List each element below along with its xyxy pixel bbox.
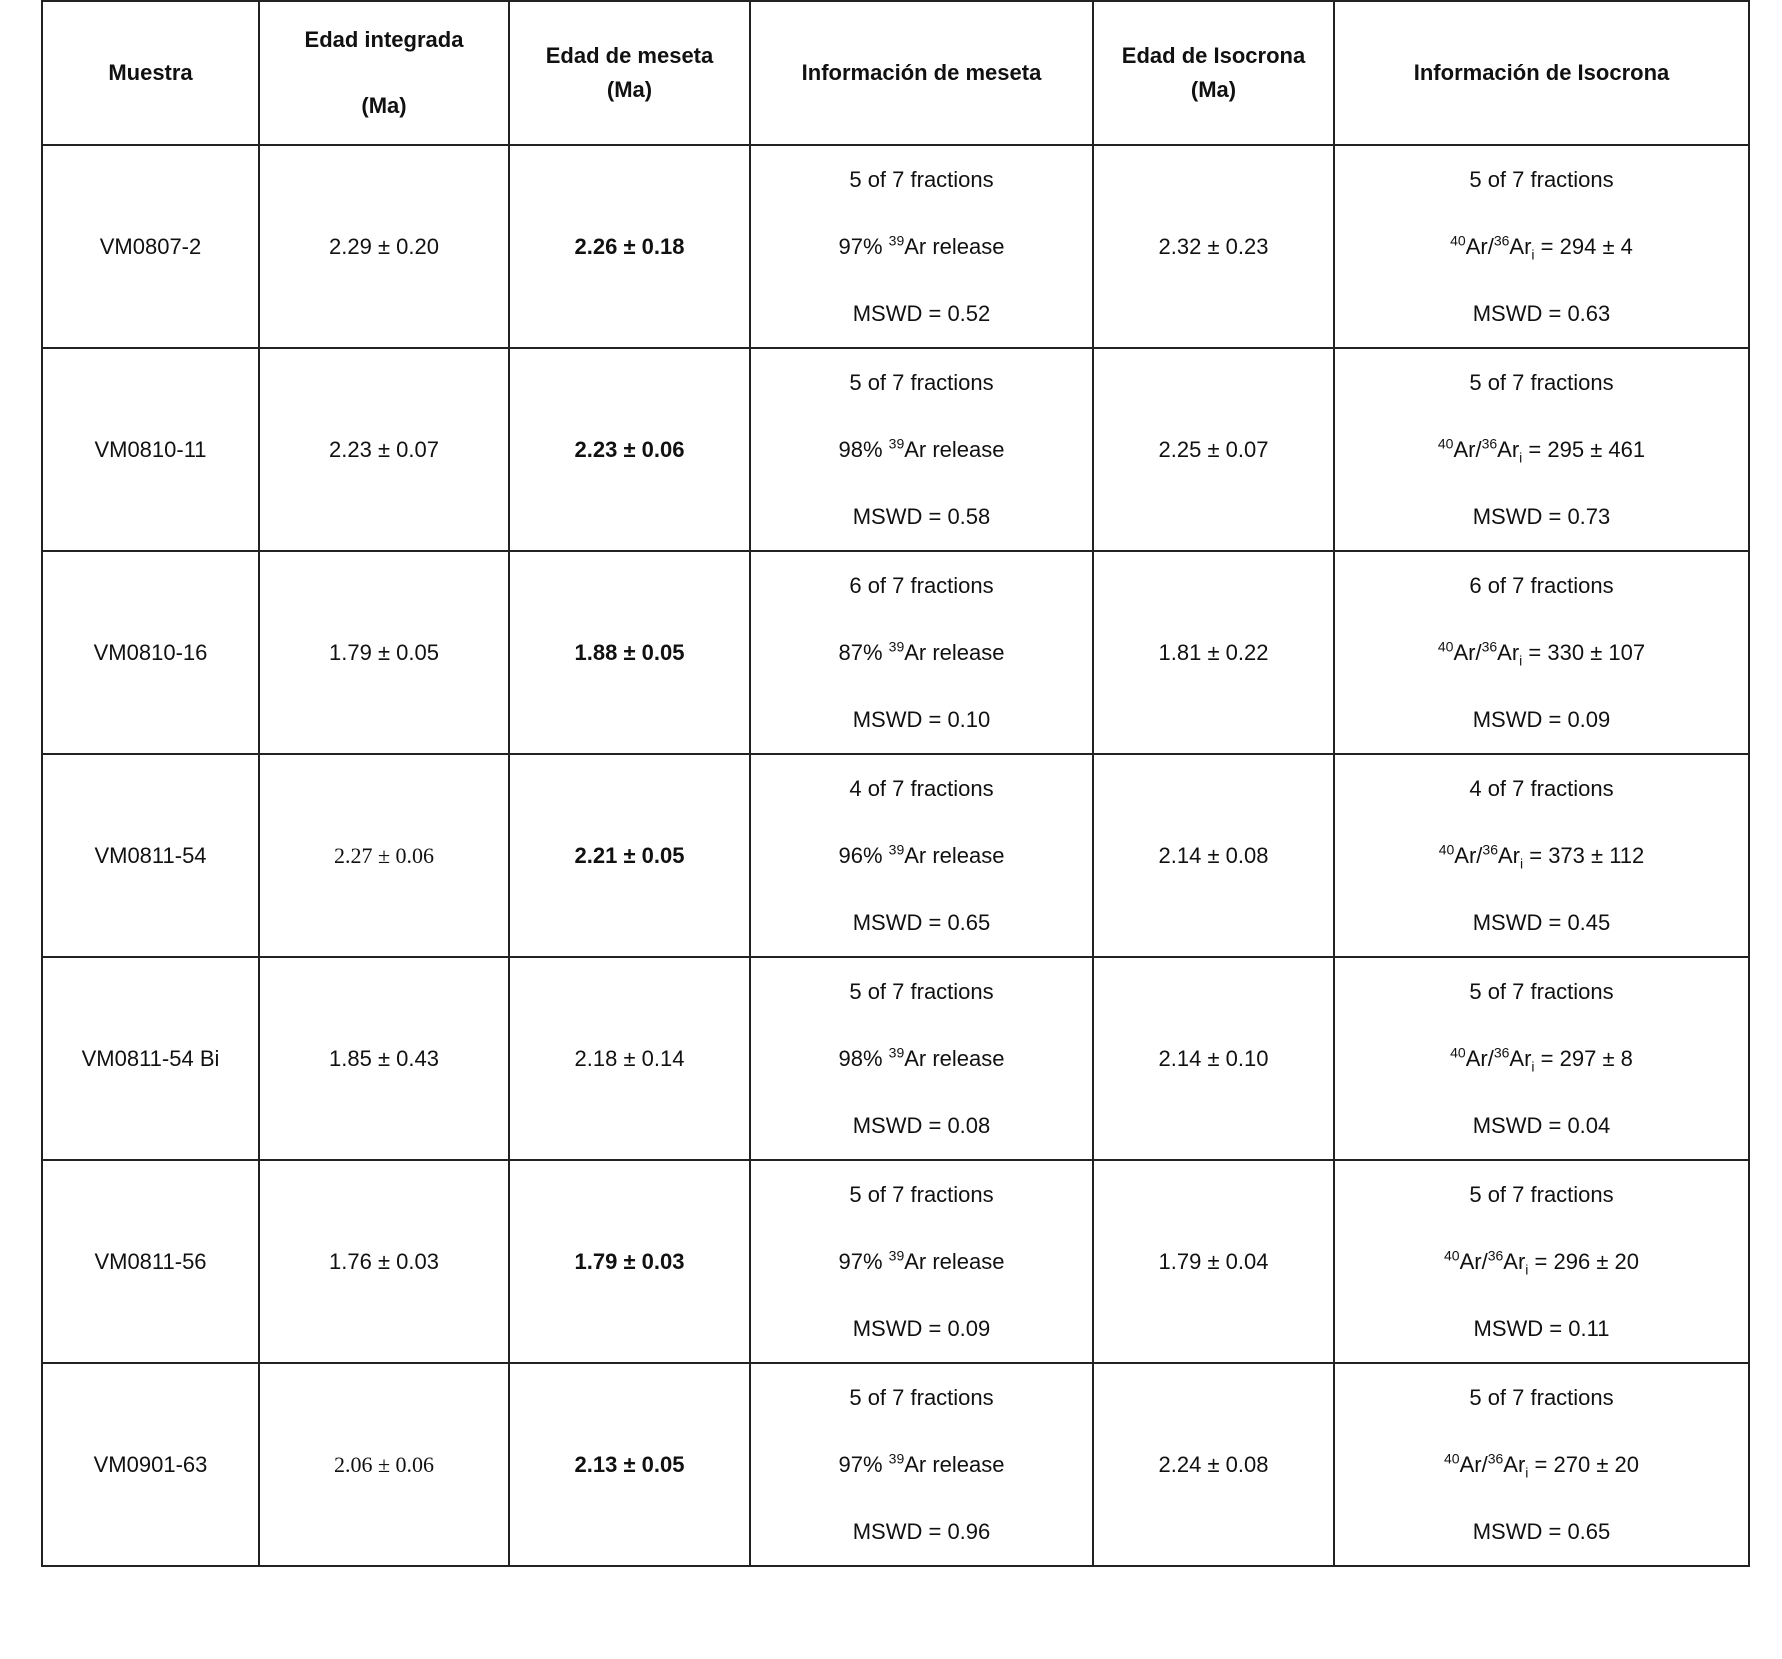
plateau-age-cell: 2.23 ± 0.06 xyxy=(509,348,750,551)
plateau-age-cell: 2.26 ± 0.18 xyxy=(509,145,750,348)
isochron-fractions: 5 of 7 fractions xyxy=(1469,370,1614,395)
initial-sub: i xyxy=(1519,652,1523,669)
isotope-36-sup: 36 xyxy=(1493,1044,1510,1061)
plateau-release xyxy=(751,822,1092,889)
isotope-36-sup: 36 xyxy=(1487,1247,1504,1264)
isotope-39-sup: 39 xyxy=(888,435,905,452)
isotope-36-sup: 36 xyxy=(1493,232,1510,249)
isotope-40-sup: 40 xyxy=(1438,841,1455,858)
plateau-fractions: 5 of 7 fractions xyxy=(849,979,994,1004)
plateau-info-cell xyxy=(750,551,1093,754)
sample-cell: VM0811-56 xyxy=(42,1160,259,1363)
plateau-age-cell: 2.18 ± 0.14 xyxy=(509,957,750,1160)
isotope-40-sup: 40 xyxy=(1437,435,1454,452)
isochron-age-cell: 2.24 ± 0.08 xyxy=(1093,1363,1334,1566)
header-plateau-info: Información de meseta xyxy=(750,1,1093,145)
isotope-39-sup: 39 xyxy=(888,1247,905,1264)
plateau-mswd: MSWD = 0.09 xyxy=(852,1316,991,1341)
plateau-mswd: MSWD = 0.58 xyxy=(852,504,991,529)
release-suffix: Ar release xyxy=(904,1249,1005,1274)
isotope-40-sup: 40 xyxy=(1450,1044,1466,1061)
sample-cell: VM0810-11 xyxy=(42,348,259,551)
release-pct: 97% xyxy=(838,1249,883,1274)
isochron-fractions: 5 of 7 fractions xyxy=(1469,1182,1614,1207)
isochron-ratio: $^{40}Ar/^{36}Ar_i = 330 \pm 107$ xyxy=(1437,638,1646,669)
isochron-info-cell xyxy=(1334,348,1749,551)
isochron-mswd: MSWD = 0.63 xyxy=(1472,301,1611,326)
plateau-release xyxy=(751,416,1092,483)
initial-sub: i xyxy=(1519,449,1523,466)
plateau-release xyxy=(751,213,1092,280)
sample-cell: VM0811-54 Bi xyxy=(42,957,259,1160)
release-pct: 98% xyxy=(838,1046,883,1071)
isochron-ratio: $^{40}Ar/^{36}Ar_i = 373 \pm 112$ xyxy=(1438,841,1645,872)
isochron-fractions: 5 of 7 fractions xyxy=(1469,979,1614,1004)
isochron-age-cell: 2.14 ± 0.10 xyxy=(1093,957,1334,1160)
isotope-36-sup: 36 xyxy=(1481,435,1498,452)
header-plateau-age-line2: (Ma) xyxy=(606,77,653,102)
initial-sub: i xyxy=(1520,855,1524,872)
isochron-mswd: MSWD = 0.09 xyxy=(1472,707,1611,732)
release-suffix: Ar release xyxy=(904,1046,1005,1071)
isochron-mswd: MSWD = 0.11 xyxy=(1473,1316,1610,1341)
header-isochron-info: Información de Isocrona xyxy=(1334,1,1749,145)
plateau-info-cell xyxy=(750,145,1093,348)
isotope-39-sup: 39 xyxy=(888,232,905,249)
plateau-fractions: 5 of 7 fractions xyxy=(849,1385,994,1410)
sample-cell: VM0811-54 xyxy=(42,754,259,957)
initial-sub: i xyxy=(1525,1261,1529,1278)
isochron-info-cell xyxy=(1334,957,1749,1160)
isotope-39-sup: 39 xyxy=(888,1450,905,1467)
release-pct: 97% xyxy=(838,234,883,259)
table-header xyxy=(42,1,1749,145)
isotope-39-sup: 39 xyxy=(888,1044,905,1061)
table-row xyxy=(42,551,1749,754)
plateau-age-cell: 2.13 ± 0.05 xyxy=(509,1363,750,1566)
ratio-value: = 270 ± 20 xyxy=(1528,1452,1639,1477)
header-muestra: Muestra xyxy=(42,1,259,145)
initial-sub: i xyxy=(1531,1058,1535,1075)
isotope-40-sup: 40 xyxy=(1437,638,1454,655)
plateau-release xyxy=(751,619,1092,686)
isochron-fractions: 4 of 7 fractions xyxy=(1469,776,1614,801)
plateau-info-cell xyxy=(750,754,1093,957)
plateau-mswd: MSWD = 0.08 xyxy=(852,1113,991,1138)
table-row xyxy=(42,145,1749,348)
plateau-fractions: 4 of 7 fractions xyxy=(849,776,994,801)
plateau-release xyxy=(751,1228,1092,1295)
sample-cell: VM0901-63 xyxy=(42,1363,259,1566)
plateau-mswd: MSWD = 0.65 xyxy=(852,910,991,935)
isochron-ratio: $^{40}Ar/^{36}Ar_i = 295 \pm 461$ xyxy=(1437,435,1646,466)
release-suffix: Ar release xyxy=(904,843,1005,868)
isochron-mswd: MSWD = 0.73 xyxy=(1472,504,1611,529)
isotope-40-sup: 40 xyxy=(1444,1247,1460,1264)
integrated-age-cell: 1.76 ± 0.03 xyxy=(259,1160,509,1363)
integrated-age-cell: 2.06 ± 0.06 xyxy=(259,1363,509,1566)
header-row xyxy=(42,1,1749,145)
plateau-fractions: 5 of 7 fractions xyxy=(849,370,994,395)
plateau-age-cell: 2.21 ± 0.05 xyxy=(509,754,750,957)
plateau-info-cell xyxy=(750,957,1093,1160)
plateau-info-cell xyxy=(750,1363,1093,1566)
plateau-release xyxy=(751,1025,1092,1092)
header-isochron-age-line1: Edad de Isocrona xyxy=(1121,43,1306,68)
initial-sub: i xyxy=(1525,1464,1529,1481)
table-row xyxy=(42,754,1749,957)
release-suffix: Ar release xyxy=(904,1452,1005,1477)
isochron-info-cell xyxy=(1334,145,1749,348)
table-row xyxy=(42,1160,1749,1363)
isochron-fractions: 5 of 7 fractions xyxy=(1469,1385,1614,1410)
isochron-mswd: MSWD = 0.65 xyxy=(1472,1519,1611,1544)
ratio-value: = 295 ± 461 xyxy=(1522,437,1646,462)
integrated-age-cell: 1.85 ± 0.43 xyxy=(259,957,509,1160)
header-isochron-age-line2: (Ma) xyxy=(1190,77,1237,102)
integrated-age-cell: 1.79 ± 0.05 xyxy=(259,551,509,754)
isochron-age-cell: 2.14 ± 0.08 xyxy=(1093,754,1334,957)
table-row xyxy=(42,1363,1749,1566)
table-row xyxy=(42,348,1749,551)
ratio-value: = 297 ± 8 xyxy=(1534,1046,1633,1071)
header-integrated-age-line2: (Ma) xyxy=(361,93,407,118)
plateau-mswd: MSWD = 0.96 xyxy=(852,1519,991,1544)
plateau-info-cell xyxy=(750,348,1093,551)
isotope-39-sup: 39 xyxy=(888,841,905,858)
isochron-info-cell xyxy=(1334,551,1749,754)
header-isochron-age xyxy=(1093,1,1334,145)
header-integrated-age xyxy=(259,1,509,145)
sample-cell: VM0810-16 xyxy=(42,551,259,754)
isochron-mswd: MSWD = 0.45 xyxy=(1472,910,1611,935)
ar-ar-age-table xyxy=(41,0,1750,1567)
isochron-info-cell xyxy=(1334,754,1749,957)
header-plateau-age xyxy=(509,1,750,145)
plateau-mswd: MSWD = 0.10 xyxy=(852,707,991,732)
plateau-age-cell: 1.88 ± 0.05 xyxy=(509,551,750,754)
isochron-age-cell: 1.79 ± 0.04 xyxy=(1093,1160,1334,1363)
header-integrated-age-line1: Edad integrada xyxy=(304,27,464,52)
isochron-fractions: 5 of 7 fractions xyxy=(1469,167,1614,192)
isochron-info-cell xyxy=(1334,1160,1749,1363)
isotope-39-sup: 39 xyxy=(888,638,905,655)
isotope-36-sup: 36 xyxy=(1482,841,1498,858)
integrated-age-cell: 2.29 ± 0.20 xyxy=(259,145,509,348)
release-pct: 97% xyxy=(838,1452,883,1477)
isochron-ratio: $^{40}Ar/^{36}Ar_i = 297 \pm 8$ xyxy=(1450,1044,1633,1075)
table-body xyxy=(42,145,1749,1566)
release-suffix: Ar release xyxy=(904,437,1005,462)
plateau-info-cell xyxy=(750,1160,1093,1363)
ratio-value: = 373 ± 112 xyxy=(1523,843,1645,868)
isotope-40-sup: 40 xyxy=(1450,232,1466,249)
sample-cell: VM0807-2 xyxy=(42,145,259,348)
ratio-value: = 294 ± 4 xyxy=(1534,234,1633,259)
isotope-36-sup: 36 xyxy=(1487,1450,1504,1467)
plateau-release xyxy=(751,1431,1092,1498)
isochron-fractions: 6 of 7 fractions xyxy=(1469,573,1614,598)
plateau-mswd: MSWD = 0.52 xyxy=(852,301,991,326)
plateau-fractions: 5 of 7 fractions xyxy=(849,167,994,192)
ratio-value: = 330 ± 107 xyxy=(1522,640,1646,665)
isochron-ratio: $^{40}Ar/^{36}Ar_i = 294 \pm 4$ xyxy=(1450,232,1633,263)
release-suffix: Ar release xyxy=(904,640,1005,665)
release-suffix: Ar release xyxy=(904,234,1005,259)
isotope-40-sup: 40 xyxy=(1444,1450,1460,1467)
integrated-age-cell: 2.27 ± 0.06 xyxy=(259,754,509,957)
isochron-age-cell: 2.25 ± 0.07 xyxy=(1093,348,1334,551)
table-row xyxy=(42,957,1749,1160)
isochron-age-cell: 1.81 ± 0.22 xyxy=(1093,551,1334,754)
isochron-ratio: $^{40}Ar/^{36}Ar_i = 296 \pm 20$ xyxy=(1444,1247,1639,1278)
isochron-ratio: $^{40}Ar/^{36}Ar_i = 270 \pm 20$ xyxy=(1444,1450,1639,1481)
plateau-age-cell: 1.79 ± 0.03 xyxy=(509,1160,750,1363)
header-plateau-age-line1: Edad de meseta xyxy=(545,43,714,68)
ratio-value: = 296 ± 20 xyxy=(1528,1249,1639,1274)
isochron-info-cell xyxy=(1334,1363,1749,1566)
release-pct: 98% xyxy=(838,437,883,462)
initial-sub: i xyxy=(1531,246,1535,263)
release-pct: 87% xyxy=(838,640,883,665)
release-pct: 96% xyxy=(838,843,883,868)
integrated-age-cell: 2.23 ± 0.07 xyxy=(259,348,509,551)
isochron-mswd: MSWD = 0.04 xyxy=(1472,1113,1611,1138)
plateau-fractions: 5 of 7 fractions xyxy=(849,1182,994,1207)
plateau-fractions: 6 of 7 fractions xyxy=(849,573,994,598)
isochron-age-cell: 2.32 ± 0.23 xyxy=(1093,145,1334,348)
isotope-36-sup: 36 xyxy=(1481,638,1498,655)
